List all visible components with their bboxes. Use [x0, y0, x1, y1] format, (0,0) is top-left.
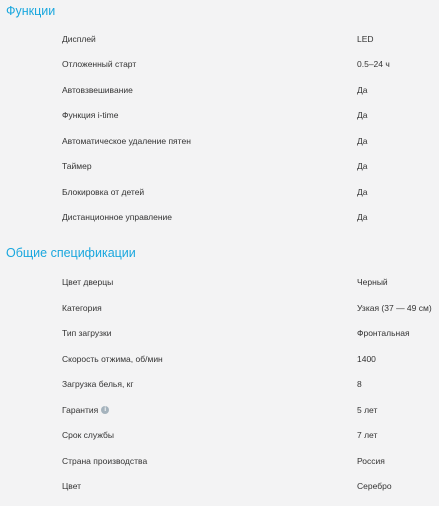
- spec-label: Цвет: [62, 481, 82, 491]
- spec-value: 7 лет: [357, 430, 378, 440]
- spec-row-child-lock: [0, 186, 439, 212]
- spec-label: Функция i-time: [62, 110, 119, 120]
- spec-label: Блокировка от детей: [62, 187, 145, 197]
- spec-row-remote-control: [0, 211, 439, 237]
- spec-label: Категория: [62, 303, 102, 313]
- spec-row-warranty: [0, 404, 439, 430]
- spec-value: Да: [357, 212, 368, 222]
- spec-row-i-time: [0, 109, 439, 135]
- spec-label: Цвет дверцы: [62, 277, 114, 287]
- spec-row-service-life: [0, 429, 439, 455]
- info-icon[interactable]: i: [101, 406, 109, 414]
- spec-label-warranty: [62, 404, 109, 416]
- spec-value: Да: [357, 85, 368, 95]
- spec-row-color: [0, 480, 439, 506]
- spec-value: Да: [357, 187, 368, 197]
- spec-value: Фронтальная: [357, 328, 410, 338]
- spec-value: 0.5–24 ч: [357, 59, 390, 69]
- spec-value: Узкая (37 — 49 см): [357, 303, 432, 313]
- spec-label: Автовзвешивание: [62, 85, 133, 95]
- spec-label: Дисплей: [62, 34, 96, 44]
- spec-value: Серебро: [357, 481, 392, 491]
- spec-label: Автоматическое удаление пятен: [62, 136, 191, 146]
- spec-row-display: [0, 33, 439, 59]
- spec-row-stain-removal: [0, 135, 439, 161]
- spec-row-category: [0, 302, 439, 328]
- general-section-title: Общие спецификации: [6, 246, 136, 260]
- spec-label: Отложенный старт: [62, 59, 137, 69]
- spec-value: Россия: [357, 456, 385, 466]
- spec-value: 1400: [357, 354, 376, 364]
- spec-row-country: [0, 455, 439, 481]
- spec-label: Тип загрузки: [62, 328, 112, 338]
- spec-row-door-color: [0, 276, 439, 302]
- spec-row-load-type: [0, 327, 439, 353]
- spec-row-auto-weighing: [0, 84, 439, 110]
- spec-label: Гарантия: [62, 405, 99, 415]
- spec-row-spin-speed: [0, 353, 439, 379]
- spec-label: Срок службы: [62, 430, 114, 440]
- spec-row-delayed-start: [0, 58, 439, 84]
- spec-row-timer: [0, 160, 439, 186]
- spec-label: Дистанционное управление: [62, 212, 173, 222]
- spec-label: Загрузка белья, кг: [62, 379, 134, 389]
- spec-value: 5 лет: [357, 405, 378, 415]
- spec-value: Да: [357, 161, 368, 171]
- spec-value: 8: [357, 379, 362, 389]
- spec-label: Скорость отжима, об/мин: [62, 354, 163, 364]
- spec-row-load-capacity: [0, 378, 439, 404]
- spec-label: Таймер: [62, 161, 92, 171]
- spec-value: Черный: [357, 277, 388, 287]
- functions-section-title: Функции: [6, 4, 56, 18]
- spec-value: LED: [357, 34, 374, 44]
- spec-label: Страна производства: [62, 456, 148, 466]
- spec-value: Да: [357, 110, 368, 120]
- spec-value: Да: [357, 136, 368, 146]
